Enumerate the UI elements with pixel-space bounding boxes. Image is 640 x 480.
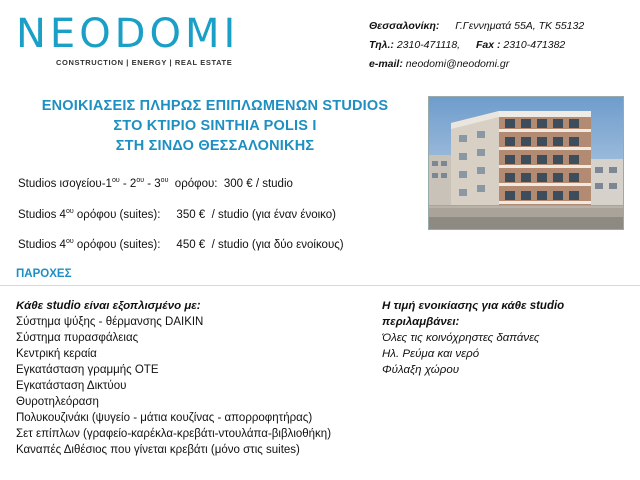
list-item: Εγκατάσταση Δικτύου [16,380,127,392]
list-item: Θυροτηλεόραση [16,396,99,408]
list-item: Φύλαξη χώρου [382,364,460,376]
phone-label: Τηλ.: [369,39,394,51]
equipment-list [16,298,331,458]
section-divider [0,285,640,286]
list-item: Εγκατάσταση γραμμής ΟΤΕ [16,364,159,376]
list-item: Σύστημα πυρασφάλειας [16,332,139,344]
includes-heading-line-2: περιλαμβάνει: [382,316,460,328]
price-fourth-floor-single: Studios $4^{o\upsilon}$ ορόφου (suites): 350 € / studio (για έναν ένοικο) [18,208,336,221]
section-title-amenities: ΠΑΡΟΧΕΣ [16,268,72,280]
list-item: Πολυκουζινάκι (ψυγείο - μάτια κουζίνας - απορροφητήρας) [16,412,313,424]
address-value: Γ.Γεννηματά 55Α, ΤΚ 55132 [455,20,585,32]
fax-label: Fax : [475,39,501,51]
fax-value: 2310-471382 [503,39,566,51]
email-link[interactable]: neodomi@neodomi.gr [405,58,510,70]
list-item: Σετ επίπλων (γραφείο-καρέκλα-κρεβάτι-ντουλάπα-βιβλιοθήκη) [16,428,332,440]
rent-includes [382,298,632,378]
title-line-3: ΣΤΗ ΣΙΝΔΟ ΘΕΣΣΑΛΟΝΙΚΗΣ [115,138,315,154]
email-label: e-mail: [369,58,403,70]
phone-value: 2310-471118, [396,39,461,51]
equipment-heading: Κάθε studio είναι εξοπλισμένο με: [16,300,201,312]
title-line-1: ΕΝΟΙΚΙΑΣΕΙΣ ΠΛΗΡΩΣ ΕΠΙΠΛΩΜΕΝΩΝ STUDIOS [41,98,389,114]
list-item: Ηλ. Ρεύμα και νερό [382,348,480,360]
list-item: Καναπές Διθέσιος που γίνεται κρεβάτι (μόνο στις suites) [16,444,300,456]
list-item: Σύστημα ψύξης - θέρμανσης DAIKIN [16,316,204,328]
company-logo [16,11,266,67]
list-item: Όλες τις κοινόχρηστες δαπάνες [382,332,540,344]
price-fourth-floor-double: Studios $4^{o\upsilon}$ ορόφου (suites): 450 € / studio (για δύο ενοίκους) [18,238,344,251]
address-label: Θεσσαλονίκη: [369,20,440,32]
price-ground-to-third-floor: Studios ισογείου-$1^{o\upsilon} - 2^{o\upsilon} - 3^{o\upsilon}$ ορόφου: 300 € / studio [18,177,293,190]
building-photo [428,96,624,230]
title-line-2: ΣΤΟ ΚΤΙΡΙΟ SINTHIA POLIS I [113,118,317,134]
list-item: Κεντρική κεραία [16,348,97,360]
page-title [0,96,430,156]
includes-heading-line-1: Η τιμή ενοικίασης για κάθε studio [382,300,565,312]
logo-tagline: CONSTRUCTION | ENERGY | REAL ESTATE [56,58,233,67]
contact-info [369,17,584,74]
logo-wordmark: NEODOMI [16,11,240,57]
